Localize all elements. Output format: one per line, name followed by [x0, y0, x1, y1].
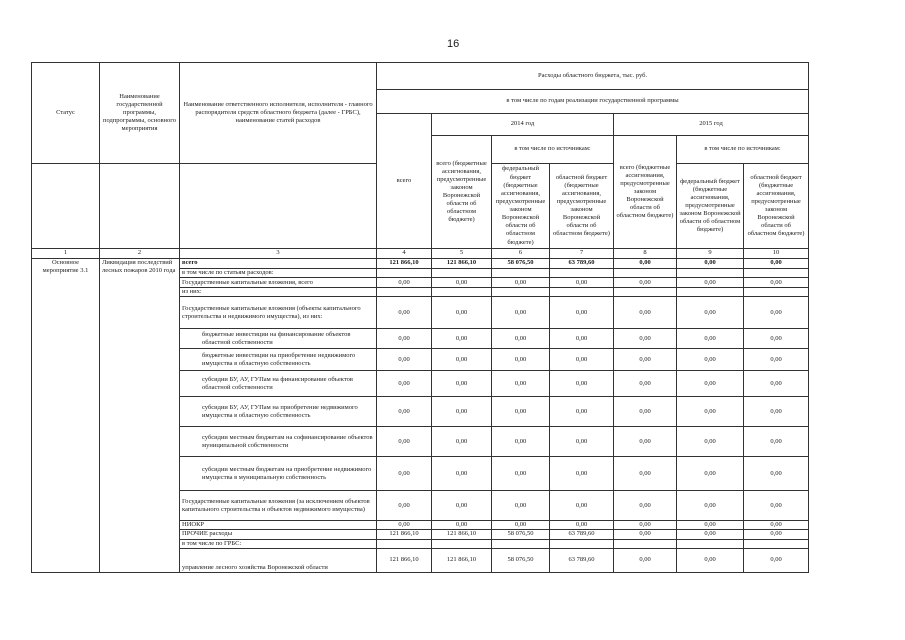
- value-cell: 0,00: [677, 297, 744, 329]
- value-cell: 0,00: [677, 397, 744, 427]
- value-cell: 0,00: [377, 427, 432, 457]
- value-cell: [550, 288, 614, 297]
- row-label: НИОКР: [180, 521, 377, 530]
- value-cell: 0,00: [432, 349, 492, 371]
- value-cell: 0,00: [492, 349, 550, 371]
- value-cell: 121 866,10: [377, 259, 432, 269]
- header-year-2014: 2014 год: [432, 114, 614, 136]
- row-label: из них:: [180, 288, 377, 297]
- value-cell: 0,00: [744, 457, 809, 491]
- value-cell: 0,00: [614, 491, 677, 521]
- value-cell: 0,00: [432, 491, 492, 521]
- row-label: субсидии БУ, АУ, ГУПам на финансирование объектов областной собственности: [180, 371, 377, 397]
- value-cell: [677, 269, 744, 278]
- value-cell: 0,00: [614, 349, 677, 371]
- value-cell: [432, 539, 492, 548]
- value-cell: [492, 539, 550, 548]
- header-total: всего: [377, 114, 432, 249]
- value-cell: 0,00: [677, 371, 744, 397]
- value-cell: 0,00: [614, 371, 677, 397]
- value-cell: 0,00: [432, 427, 492, 457]
- table-row: [32, 259, 809, 269]
- value-cell: [744, 269, 809, 278]
- row-label: субсидии БУ, АУ, ГУПам на приобретение недвижимого имущества в областную собственность: [180, 397, 377, 427]
- value-cell: 58 076,50: [492, 548, 550, 572]
- value-cell: 0,00: [492, 397, 550, 427]
- value-cell: 0,00: [677, 259, 744, 269]
- header-year-2015: 2015 год: [614, 114, 809, 136]
- value-cell: 0,00: [744, 548, 809, 572]
- value-cell: 0,00: [677, 329, 744, 349]
- col-number: 7: [550, 249, 614, 259]
- value-cell: 0,00: [744, 371, 809, 397]
- header-status: Статус: [32, 63, 100, 164]
- col-number: 9: [677, 249, 744, 259]
- value-cell: [744, 539, 809, 548]
- header-expenses: Расходы областного бюджета, тыс. руб.: [377, 63, 809, 90]
- value-cell: 0,00: [614, 530, 677, 539]
- value-cell: 0,00: [614, 297, 677, 329]
- row-label: всего: [180, 259, 377, 269]
- value-cell: 0,00: [377, 349, 432, 371]
- value-cell: 0,00: [550, 349, 614, 371]
- row-label: Государственные капитальные вложения (объекты капитального строительства и недвижимого имущества), из них:: [180, 297, 377, 329]
- row-label: бюджетные инвестиции на финансирование объектов областной собственности: [180, 329, 377, 349]
- col-number: 3: [180, 249, 377, 259]
- value-cell: 0,00: [492, 521, 550, 530]
- value-cell: 0,00: [432, 297, 492, 329]
- value-cell: 0,00: [492, 371, 550, 397]
- value-cell: [677, 288, 744, 297]
- value-cell: 0,00: [432, 457, 492, 491]
- col-number: 8: [614, 249, 677, 259]
- value-cell: 0,00: [614, 397, 677, 427]
- program-name-cell: Ликвидация последствий лесных пожаров 2010 года: [100, 259, 180, 573]
- value-cell: 0,00: [744, 329, 809, 349]
- value-cell: 0,00: [432, 397, 492, 427]
- value-cell: 58 076,50: [492, 259, 550, 269]
- value-cell: 0,00: [377, 457, 432, 491]
- value-cell: 0,00: [550, 371, 614, 397]
- value-cell: 0,00: [614, 329, 677, 349]
- value-cell: 0,00: [677, 457, 744, 491]
- value-cell: [744, 288, 809, 297]
- value-cell: 0,00: [614, 278, 677, 288]
- row-label: ПРОЧИЕ расходы: [180, 530, 377, 539]
- header-total-budget-2015: всего (бюджетные ассигнования, предусмотренные законом Воронежской области об областном бюджете): [614, 136, 677, 249]
- value-cell: 0,00: [677, 349, 744, 371]
- value-cell: [614, 288, 677, 297]
- header-by-years: в том числе по годам реализации государственной программы: [377, 90, 809, 114]
- value-cell: 58 076,50: [492, 530, 550, 539]
- value-cell: 0,00: [550, 457, 614, 491]
- value-cell: 63 789,60: [550, 530, 614, 539]
- value-cell: 0,00: [744, 278, 809, 288]
- header-regional-2015: областной бюджет (бюджетные ассигнования, предусмотренные законом Воронежской области об областном бюджете): [744, 164, 809, 249]
- value-cell: 0,00: [492, 457, 550, 491]
- value-cell: 0,00: [677, 521, 744, 530]
- header-regional-2014: областной бюджет (бюджетные ассигнования, предусмотренные законом Воронежской области об областном бюджете): [550, 164, 614, 249]
- value-cell: 0,00: [550, 427, 614, 457]
- value-cell: [377, 269, 432, 278]
- header-sources-2014: в том числе по источникам:: [492, 136, 614, 164]
- value-cell: [492, 269, 550, 278]
- value-cell: 0,00: [744, 530, 809, 539]
- row-label: управление лесного хозяйства Воронежской области: [180, 548, 377, 572]
- value-cell: [492, 288, 550, 297]
- value-cell: 0,00: [614, 521, 677, 530]
- value-cell: [377, 539, 432, 548]
- value-cell: 0,00: [744, 521, 809, 530]
- col-number: 1: [32, 249, 100, 259]
- value-cell: 0,00: [677, 530, 744, 539]
- value-cell: 0,00: [377, 329, 432, 349]
- row-label: Государственные капитальные вложения (за исключением объектов капитального строительства и объектов недвижимого имущества): [180, 491, 377, 521]
- value-cell: 0,00: [492, 329, 550, 349]
- value-cell: [377, 288, 432, 297]
- budget-table: [31, 62, 809, 573]
- value-cell: 0,00: [614, 427, 677, 457]
- value-cell: 0,00: [377, 278, 432, 288]
- value-cell: 0,00: [744, 349, 809, 371]
- value-cell: 121 866,10: [432, 530, 492, 539]
- header-federal-2014: федеральный бюджет (бюджетные ассигнования, предусмотренные законом Воронежской области об областном бюджете): [492, 164, 550, 249]
- value-cell: 121 866,10: [432, 548, 492, 572]
- value-cell: 0,00: [432, 521, 492, 530]
- value-cell: 0,00: [744, 297, 809, 329]
- value-cell: 0,00: [744, 259, 809, 269]
- value-cell: 0,00: [377, 371, 432, 397]
- header-total-budget-2014: всего (бюджетные ассигнования, предусмотренные законом Воронежской области об областном бюджете): [432, 136, 492, 249]
- row-label: субсидии местным бюджетам на приобретение недвижимого имущества в муниципальную собственность: [180, 457, 377, 491]
- value-cell: 0,00: [614, 259, 677, 269]
- value-cell: 0,00: [377, 491, 432, 521]
- value-cell: 121 866,10: [432, 259, 492, 269]
- value-cell: 63 789,60: [550, 259, 614, 269]
- column-numbers-row: [32, 249, 809, 259]
- status-cell: Основное мероприятие 3.1: [32, 259, 100, 573]
- value-cell: 63 789,60: [550, 548, 614, 572]
- value-cell: 0,00: [614, 548, 677, 572]
- value-cell: 0,00: [677, 278, 744, 288]
- col-number: 5: [432, 249, 492, 259]
- value-cell: 0,00: [550, 397, 614, 427]
- value-cell: 0,00: [377, 297, 432, 329]
- value-cell: 0,00: [677, 491, 744, 521]
- value-cell: 0,00: [492, 278, 550, 288]
- value-cell: [550, 539, 614, 548]
- value-cell: 121 866,10: [377, 548, 432, 572]
- header-federal-2015: федеральный бюджет (бюджетные ассигнования, предусмотренные законом Воронежской области об областном бюджете): [677, 164, 744, 249]
- value-cell: 0,00: [744, 427, 809, 457]
- value-cell: 0,00: [492, 297, 550, 329]
- page-number: 16: [447, 38, 460, 50]
- value-cell: [614, 539, 677, 548]
- value-cell: 0,00: [550, 278, 614, 288]
- col-number: 2: [100, 249, 180, 259]
- value-cell: 0,00: [432, 371, 492, 397]
- header-executor: Наименование ответственного исполнителя, исполнителя - главного распорядителя средств областного бюджета (далее - ГРБС), наименование статей расходов: [180, 63, 377, 164]
- value-cell: 0,00: [614, 457, 677, 491]
- value-cell: 0,00: [550, 521, 614, 530]
- row-label: Государственные капитальные вложения, всего: [180, 278, 377, 288]
- value-cell: 0,00: [377, 397, 432, 427]
- value-cell: [550, 269, 614, 278]
- header-sources-2015: в том числе по источникам:: [677, 136, 809, 164]
- value-cell: 121 866,10: [377, 530, 432, 539]
- value-cell: 0,00: [550, 329, 614, 349]
- value-cell: [432, 288, 492, 297]
- col-number: 6: [492, 249, 550, 259]
- value-cell: 0,00: [432, 278, 492, 288]
- value-cell: 0,00: [492, 491, 550, 521]
- value-cell: [614, 269, 677, 278]
- row-label: в том числе по статьям расходов:: [180, 269, 377, 278]
- row-label: бюджетные инвестиции на приобретение недвижимого имущества в областную собственность: [180, 349, 377, 371]
- value-cell: 0,00: [377, 521, 432, 530]
- value-cell: 0,00: [550, 491, 614, 521]
- header-program-name: Наименование государственной программы, подпрограммы, основного мероприятия: [100, 63, 180, 164]
- value-cell: 0,00: [677, 427, 744, 457]
- value-cell: [677, 539, 744, 548]
- row-label: в том числе по ГРБС:: [180, 539, 377, 548]
- col-number: 4: [377, 249, 432, 259]
- value-cell: 0,00: [744, 491, 809, 521]
- row-label: субсидии местным бюджетам на софинансирование объектов муниципальной собственности: [180, 427, 377, 457]
- value-cell: [432, 269, 492, 278]
- value-cell: 0,00: [432, 329, 492, 349]
- value-cell: 0,00: [492, 427, 550, 457]
- value-cell: 0,00: [744, 397, 809, 427]
- value-cell: 0,00: [677, 548, 744, 572]
- value-cell: 0,00: [550, 297, 614, 329]
- col-number: 10: [744, 249, 809, 259]
